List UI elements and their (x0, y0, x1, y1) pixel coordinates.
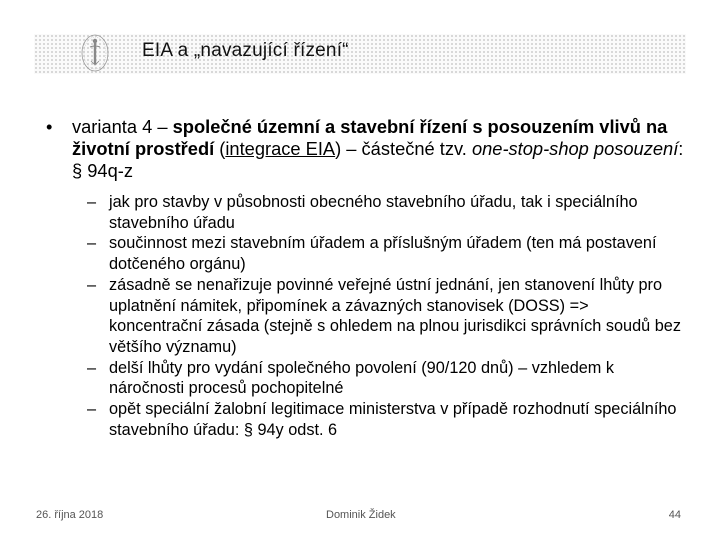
list-item-text: součinnost mezi stavebním úřadem a příslušným úřadem (ten má postavení dotčeného orgánu) (109, 234, 657, 274)
bullet-after-underline: ) – částečné tzv. (335, 138, 472, 159)
list-item (46, 192, 686, 233)
list-item-text: zásadně se nenařizuje povinné veřejné ústní jednání, jen stanovení lhůty pro uplatnění námitek, připomínek a závazných stanovisek (DOSS) => koncentrační zásada (stejně s ohledem na plnou jurisdikci správních soudů bez většího významu) (109, 275, 681, 356)
university-seal-icon (80, 33, 110, 73)
sub-bullet-list (46, 192, 686, 440)
dash-marker: – (87, 358, 97, 377)
header-band (34, 34, 686, 74)
bullet-suffix: : § 94q-z (72, 138, 684, 181)
bullet-underlined-text: integrace EIA (225, 138, 336, 159)
dash-marker: – (87, 234, 97, 253)
list-item-text: delší lhůty pro vydání společného povolení (90/120 dnů) – vzhledem k náročnosti procesů pochopitelné (109, 358, 615, 398)
list-item-text: opět speciální žalobní legitimace ministerstva v případě rozhodnutí speciálního stavebního úřadu: § 94y odst. 6 (109, 400, 677, 439)
footer-author: Dominik Židek (326, 509, 396, 521)
dash-marker: – (87, 193, 97, 211)
dash-marker: – (87, 400, 97, 419)
list-item (46, 358, 686, 399)
main-bullet (46, 116, 686, 182)
footer-page-number: 44 (668, 509, 681, 521)
bullet-italic-text: one-stop-shop posouzení (471, 138, 679, 159)
slide-content (46, 116, 686, 440)
list-item-text: jak pro stavby v působnosti obecného stavebního úřadu, tak i speciálního stavebního úřadu (109, 193, 638, 232)
list-item (46, 399, 686, 440)
dash-marker: – (87, 275, 97, 294)
bullet-paren-open: ( (214, 138, 226, 159)
slide-title: EIA a „navazující řízení“ (142, 40, 349, 61)
footer-date: 26. října 2018 (36, 509, 104, 521)
bullet-prefix: varianta 4 – (72, 116, 173, 137)
bullet-marker: • (46, 116, 53, 137)
bullet-bold-text: společné územní a stavební řízení s posouzením vlivů na životní prostředí (72, 116, 668, 159)
list-item (46, 275, 686, 358)
list-item (46, 233, 686, 274)
